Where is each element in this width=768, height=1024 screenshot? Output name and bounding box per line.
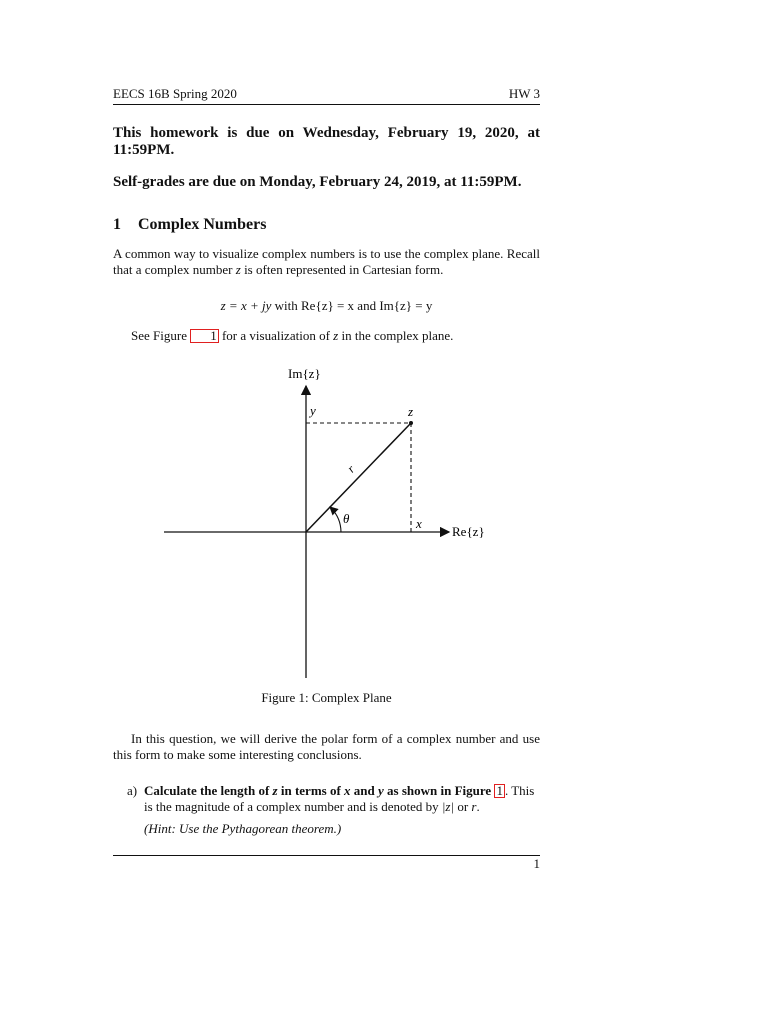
self-grade-due-date: Self-grades are due on Monday, February 24, 2019, at 11:59PM.	[113, 174, 522, 190]
theta-arc	[330, 507, 341, 532]
see-figure-text-1: See Figure	[131, 328, 191, 343]
question-a-label: a)	[127, 783, 138, 798]
see-figure-paragraph	[113, 328, 540, 344]
equation-lhs: z = x + jy	[220, 298, 272, 313]
equation-and: and	[354, 298, 380, 313]
intro-text-1: A common way to visualize complex numbers is to use the complex plane. Recall that a complex number	[113, 246, 540, 277]
intro-var-z: z	[235, 262, 241, 277]
re-axis-label: Re{z}	[452, 524, 485, 539]
question-a	[127, 783, 540, 837]
see-figure-var-z: z	[333, 328, 339, 343]
page-header	[113, 86, 540, 105]
figure-caption: Figure 1: Complex Plane	[261, 690, 392, 705]
homework-number: HW 3	[508, 86, 540, 101]
figure-reference-link[interactable]: 1	[190, 329, 219, 343]
qa-var-z: z	[272, 783, 278, 798]
figure-reference-link-2[interactable]: 1	[496, 783, 503, 798]
x-label: x	[416, 516, 422, 531]
section-title: Complex Numbers	[138, 216, 267, 233]
page-number: 1	[533, 856, 540, 871]
intro-paragraph	[113, 246, 540, 278]
point-z	[409, 421, 413, 425]
question-a-hint: (Hint: Use the Pythagorean theorem.)	[144, 821, 342, 836]
qa-rest-2: or	[454, 799, 472, 814]
equation-re: Re{z} = x	[301, 298, 355, 313]
z-label: z	[408, 404, 414, 419]
qa-var-r: r	[471, 799, 477, 814]
qa-bold-3: and	[350, 783, 379, 798]
qa-bold-1: Calculate the length of	[144, 783, 273, 798]
question-intro-paragraph: In this question, we will derive the polar form of a complex number and use this form to make some interesting conclusions.	[113, 731, 540, 762]
complex-plane-figure	[0, 360, 768, 690]
section-number: 1	[113, 216, 121, 233]
r-label: r	[344, 462, 358, 476]
qa-var-y: y	[378, 783, 384, 798]
qa-bold-2: in terms of	[277, 783, 345, 798]
equation-im: Im{z} = y	[379, 298, 433, 313]
see-figure-text-3: in the complex plane.	[338, 328, 454, 343]
due-date: This homework is due on Wednesday, February 19, 2020, at 11:59PM.	[113, 125, 540, 158]
equation-with: with	[271, 298, 302, 313]
qa-bold-4: as shown in Figure	[383, 783, 495, 798]
cartesian-equation	[113, 298, 540, 314]
see-figure-text-2: for a visualization of	[218, 328, 334, 343]
intro-text-2: is often represented in Cartesian form.	[240, 262, 444, 277]
qa-abs-z: |z|	[441, 799, 455, 814]
complex-plane-diagram	[0, 360, 768, 690]
qa-rest-1: . This is the magnitude of a complex number and is denoted by	[144, 783, 535, 814]
magnitude-vector	[306, 423, 411, 532]
qa-var-x: x	[344, 783, 351, 798]
y-label: y	[310, 403, 316, 418]
course-title: EECS 16B Spring 2020	[113, 86, 237, 101]
section-heading	[113, 216, 540, 234]
im-axis-label: Im{z}	[288, 366, 321, 381]
theta-label: θ	[343, 511, 350, 526]
question-a-body	[144, 783, 540, 815]
qa-rest-3: .	[476, 799, 480, 814]
